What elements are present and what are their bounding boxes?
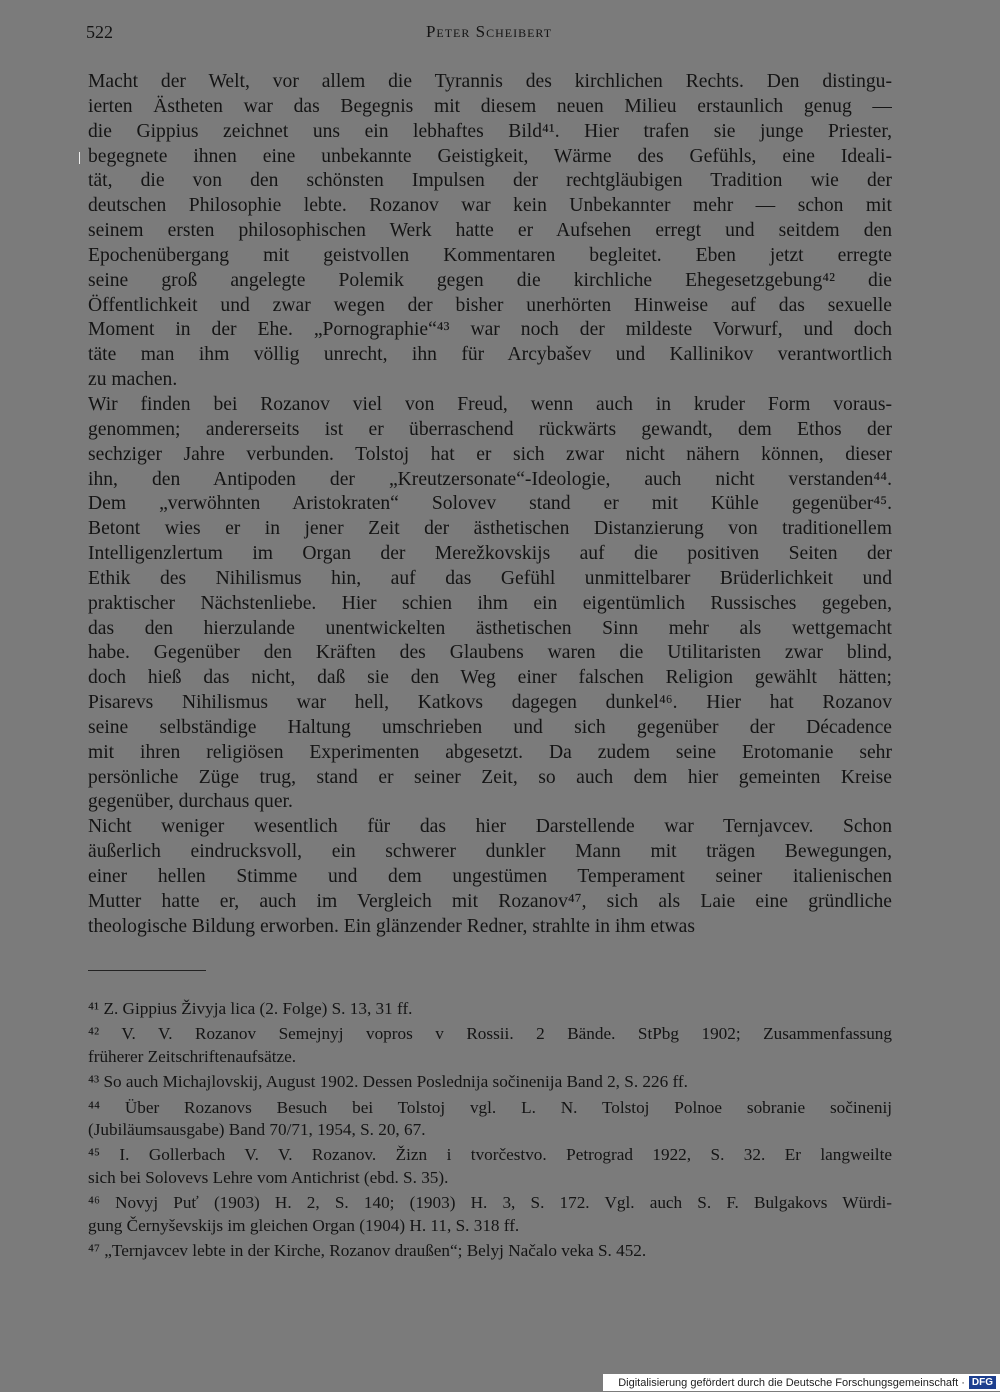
footnote-line: sich bei Solovevs Lehre vom Antichrist (ebd. S. 35). bbox=[88, 1167, 449, 1187]
footnotes bbox=[88, 998, 892, 1265]
footnote-line: ⁴⁴ Über Rozanovs Besuch bei Tolstoj vgl. L. N. Tolstoj Polnoe sobranie sočinenij bbox=[88, 1097, 892, 1117]
body-line: mit ihren religiösen Experimenten abgesetzt. Da zudem seine Erotomanie sehr bbox=[88, 741, 892, 763]
footnote bbox=[88, 1144, 892, 1189]
body-line: tät, die von den schönsten Impulsen der rechtgläubigen Tradition wie der bbox=[88, 170, 892, 192]
footnote bbox=[88, 1192, 892, 1237]
footnote-line: ⁴² V. V. Rozanov Semejnyj vopros v Rossii. 2 Bände. StPbg 1902; Zusammenfassung bbox=[88, 1024, 892, 1044]
body-line: theologische Bildung erworben. Ein glänzender Redner, strahlte in ihm etwas bbox=[88, 915, 695, 937]
body-line: doch hieß das nicht, daß sie den Weg einer falschen Religion gewählt hätten; bbox=[88, 667, 892, 689]
body-line: seine selbständige Haltung umschrieben und sich gegenüber der Décadence bbox=[88, 716, 892, 738]
body-line: persönliche Züge trug, stand er seiner Zeit, so auch dem hier gemeinten Kreise bbox=[88, 766, 892, 788]
footnote-line: ⁴¹ Z. Gippius Živyja lica (2. Folge) S. 13, 31 ff. bbox=[88, 999, 413, 1018]
footnote-line: ⁴⁵ I. Gollerbach V. V. Rozanov. Žizn i tvorčestvo. Petrograd 1922, S. 32. Er langweilte bbox=[88, 1145, 892, 1165]
footnote-line: früherer Zeitschriftenaufsätze. bbox=[88, 1046, 297, 1066]
body-line: zu machen. bbox=[88, 369, 178, 391]
body-line: Macht der Welt, vor allem die Tyrannis des kirchlichen Rechts. Den distingu- bbox=[88, 71, 892, 92]
body-line: deutschen Philosophie lebte. Rozanov war kein Unbekannter mehr — schon mit bbox=[88, 195, 892, 217]
body-line: Mutter hatte er, auch im Vergleich mit Rozanov⁴⁷, sich als Laie eine gründliche bbox=[88, 890, 892, 912]
body-line: Betont wies er in jener Zeit der ästhetischen Distanzierung von traditionellem bbox=[88, 518, 892, 540]
body-line: die Gippius zeichnet uns ein lebhaftes Bild⁴¹. Hier trafen sie junge Priester, bbox=[88, 120, 892, 142]
footnote-line: ⁴⁷ „Ternjavcev lebte in der Kirche, Rozanov draußen“; Belyj Načalo veka S. 452. bbox=[88, 1240, 647, 1260]
footnote bbox=[88, 998, 892, 1020]
body-line: seinem ersten philosophischen Werk hatte er Aufsehen erregt und seitdem den bbox=[88, 220, 892, 242]
body-line: Epochenübergang mit geistvollen Kommentaren begleitet. Eben jetzt erregte bbox=[88, 244, 892, 266]
body-line: seine groß angelegte Polemik gegen die kirchliche Ehegesetzgebung⁴² die bbox=[88, 269, 892, 291]
body-line: begegnete ihnen eine unbekannte Geistigkeit, Wärme des Gefühls, eine Ideali- bbox=[88, 145, 892, 167]
margin-mark bbox=[79, 152, 80, 164]
footnote bbox=[88, 1023, 892, 1068]
body-line: praktischer Nächstenliebe. Hier schien ihm ein eigentümlich Russisches gegeben, bbox=[88, 592, 892, 614]
footnote-line: (Jubiläumsausgabe) Band 70/71, 1954, S. 20, 67. bbox=[88, 1119, 426, 1139]
funding-footer bbox=[603, 1374, 1000, 1391]
body-line: habe. Gegenüber den Kräften des Glaubens waren die Utilitaristen zwar blind, bbox=[88, 642, 892, 664]
body-line: das den hierzulande unentwickelten ästhetischen Sinn mehr als wettgemacht bbox=[88, 617, 892, 639]
footnote bbox=[88, 1071, 892, 1093]
footnote-line: gung Černyševskijs im gleichen Organ (1904) H. 11, S. 318 ff. bbox=[88, 1215, 520, 1235]
body-line: sechziger Jahre verbunden. Tolstoj hat er sich zwar nicht nähern können, dieser bbox=[88, 443, 892, 465]
body-line: Moment in der Ehe. „Pornographie“⁴³ war noch der mildeste Vorwurf, und doch bbox=[88, 319, 892, 341]
footnote bbox=[88, 1240, 892, 1262]
footnote-line: ⁴⁶ Novyj Puť (1903) H. 2, S. 140; (1903) H. 3, S. 172. Vgl. auch S. F. Bulgakovs Würdi- bbox=[88, 1193, 892, 1213]
body-line: ihn, den Antipoden der „Kreutzersonate“-Ideologie, auch nicht verstanden⁴⁴. bbox=[88, 468, 892, 490]
body-line: einer hellen Stimme und dem ungestümen Temperament seiner italienischen bbox=[88, 866, 892, 887]
page-number: 522 bbox=[86, 22, 113, 42]
body-line: Ethik des Nihilismus hin, auf das Gefühl unmittelbarer Brüderlichkeit und bbox=[88, 567, 892, 589]
body-line: Pisarevs Nihilismus war hell, Katkovs dagegen dunkel⁴⁶. Hier hat Rozanov bbox=[88, 692, 892, 714]
footnote-rule bbox=[88, 970, 206, 971]
body-line: Dem „verwöhnten Aristokraten“ Solovev stand er mit Kühle gegenüber⁴⁵. bbox=[88, 493, 892, 515]
funding-notice: Digitalisierung gefördert durch die Deutsche Forschungsgemeinschaft · bbox=[618, 1376, 965, 1389]
running-head: Peter Scheibert bbox=[425, 22, 553, 41]
footnote-line: ⁴³ So auch Michajlovskij, August 1902. Dessen Poslednija sočinenija Band 2, S. 226 ff. bbox=[88, 1072, 688, 1092]
body-line: genommen; andererseits ist er überraschend rückwärts gewandt, dem Ethos der bbox=[88, 418, 892, 440]
body-text bbox=[88, 70, 892, 940]
page-header bbox=[86, 22, 892, 46]
body-line: Wir finden bei Rozanov viel von Freud, wenn auch in kruder Form voraus- bbox=[88, 393, 892, 415]
body-line: Nicht weniger wesentlich für das hier Darstellende war Ternjavcev. Schon bbox=[88, 816, 892, 838]
body-line: Intelligenzlertum im Organ der Merežkovskijs auf die positiven Seiten der bbox=[88, 543, 892, 565]
body-line: äußerlich eindrucksvoll, ein schwerer dunkler Mann mit trägen Bewegungen, bbox=[88, 841, 892, 863]
body-line: gegenüber, durchaus quer. bbox=[88, 791, 293, 813]
footnote bbox=[88, 1097, 892, 1142]
dfg-logo: DFG bbox=[969, 1376, 996, 1389]
body-line: Öffentlichkeit und zwar wegen der bisher unerhörten Hinweise auf das sexuelle bbox=[88, 294, 892, 316]
body-line: ierten Ästheten war das Begegnis mit diesem neuen Milieu erstaunlich genug — bbox=[88, 95, 892, 117]
body-line: täte man ihm völlig unrecht, ihn für Arcybašev und Kallinikov verantwortlich bbox=[88, 344, 892, 366]
